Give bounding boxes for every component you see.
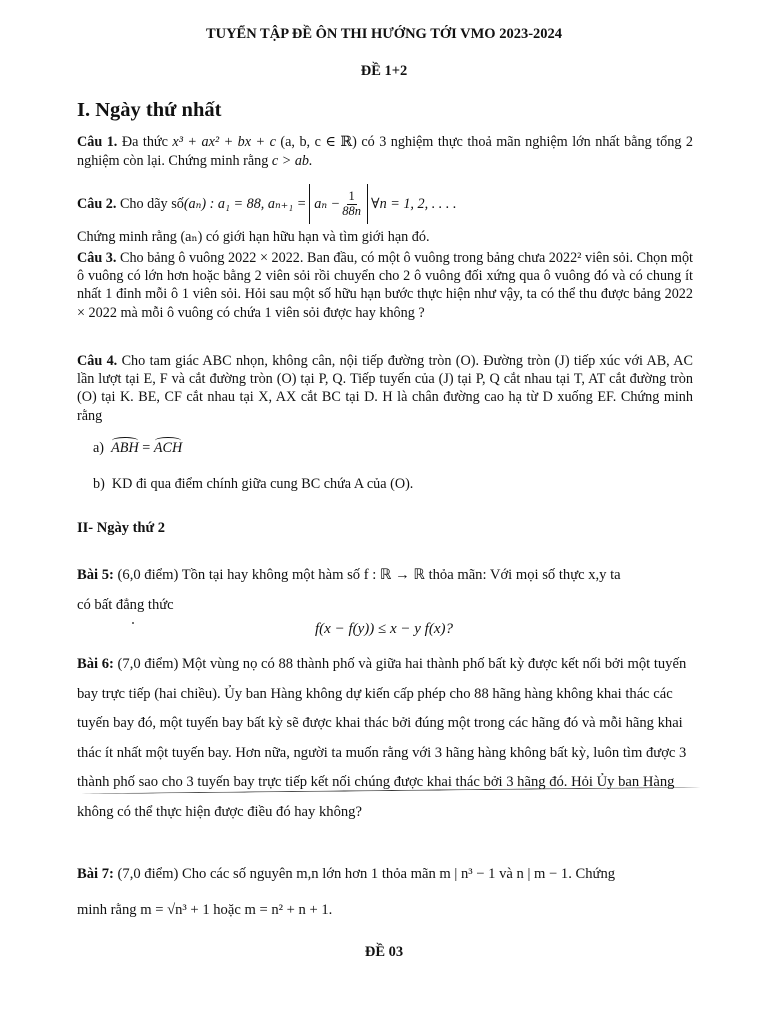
- cau4-item-a: [93, 440, 182, 457]
- next-exam-heading: ĐỀ 03: [364, 944, 404, 960]
- cau1-text1: Đa thức: [121, 134, 173, 150]
- problem-bai7: [77, 856, 693, 928]
- cau1-poly: x³ + ax² + bx + c: [172, 134, 276, 150]
- cau2-label: Câu 2.: [77, 195, 117, 212]
- bai5-label: Bài 5:: [77, 567, 114, 583]
- problem-cau2: [77, 184, 693, 224]
- cau2-frac-den: 88n: [342, 203, 362, 218]
- day1-heading: I. Ngày thứ nhất: [77, 99, 222, 121]
- cau2-sequence: (aₙ) : a₁ = 88, aₙ₊₁ =: [183, 195, 307, 212]
- cau2-line2: Chứng minh rằng (aₙ) có giới hạn hữu hạn và tìm giới hạn đó.: [77, 229, 430, 245]
- cau2-abs-left: aₙ −: [314, 195, 341, 212]
- bai7-line2: minh rằng m = √n³ + 1 hoặc m = n² + n + 1.: [77, 902, 333, 918]
- bai6-label: Bài 6:: [77, 656, 114, 672]
- bai5-line2: có bất đẳng thức: [77, 597, 174, 613]
- cau1-text2: (a, b, c ∈ ℝ) có 3 nghiệm thực thoả mãn nghiệm lớn nhất bằng tổng 2 nghiệm còn lại. Chứng minh rằng: [77, 134, 693, 169]
- cau2-fraction: [342, 190, 361, 219]
- bai5-line1: (6,0 điểm) Tồn tại hay không một hàm số f : ℝ → ℝ thỏa mãn: Với mọi số thực x,y ta: [113, 567, 621, 583]
- bai6-text: (7,0 điểm) Một vùng nọ có 88 thành phố và giữa hai thành phố bất kỳ được kết nối bởi một tuyến bay trực tiếp (hai chiều). Ủy ban Hàng không dự kiến cấp phép cho 88 hãng hàng không khai thác các tuyến bay đó, một tuyến bay bất kỳ sẽ được khai thác bởi đúng một trong các hãng đó và mỗi hãng khai thác ít nhất một tuyến bay. Hơn nữa, người ta muốn rằng với 3 hãng hàng không bất kỳ, luôn tìm được 3 thành phố sao cho 3 tuyến bay trực tiếp kết nối chúng được khai thác bởi 3 hãng đó. Hỏi Ủy ban Hàng không có thể thực hiện được điều đó hay không?: [77, 656, 687, 820]
- cau2-frac-num: 1: [348, 188, 355, 203]
- cau3-label: Câu 3.: [77, 250, 117, 266]
- item-b-label: b): [93, 476, 105, 492]
- cau4-text: Cho tam giác ABC nhọn, không cân, nội tiếp đường tròn (O). Đường tròn (J) tiếp xúc với AB, AC lần lượt tại E, F và cắt đường tròn (O) tại P, Q. Tiếp tuyến của (J) tại P, Q cắt nhau tại T, AT cắt đường tròn (O) tại K. BE, CF cắt nhau tại X, AX cắt BC tại D. H là chân đường cao hạ từ D xuống EF. Chứng minh rằng: [77, 353, 694, 424]
- cau2-text1: Cho dãy số: [119, 195, 184, 212]
- problem-cau1: [77, 133, 693, 170]
- problem-bai5-line1: [77, 560, 693, 590]
- item-a-label: a): [93, 440, 105, 456]
- cau1-label: Câu 1.: [77, 134, 118, 150]
- item-a-equals: =: [138, 440, 154, 456]
- bai7-line1: (7,0 điểm) Cho các số nguyên m,n lớn hơn 1 thỏa mãn m | n³ − 1 và n | m − 1. Chứng: [113, 866, 616, 882]
- problem-cau4: [77, 352, 693, 425]
- bai7-label: Bài 7:: [77, 866, 114, 882]
- problem-cau3: [77, 249, 693, 322]
- cau2-absolute-value: [309, 184, 368, 224]
- document-title: TUYỂN TẬP ĐỀ ÔN THI HƯỚNG TỚI VMO 2023-2024: [205, 26, 563, 42]
- angle-ach: ACH: [153, 440, 183, 456]
- day2-heading: II- Ngày thứ 2: [77, 520, 166, 536]
- cau4-item-b: [93, 476, 413, 493]
- problem-bai6: [77, 650, 693, 827]
- cau3-text: Cho bảng ô vuông 2022 × 2022. Ban đầu, có một ô vuông trong bảng chưa 2022² viên sỏi. Chọn một ô vuông có lớn hơn hoặc bằng 2 viên sỏi rồi chuyển cho 2 ô vuông đối xứng qua ô vuông đó và có chung ít nhất 1 đỉnh mỗi ô 1 viên sỏi. Hỏi sau một số hữu hạn bước thực hiện như vậy, ta có thể thu được bảng 2022 × 2022 mà mỗi ô vuông có chứa 1 viên sỏi được hay không ?: [77, 250, 693, 321]
- bai5-formula: f(x − f(y)) ≤ x − y f(x)?: [315, 621, 453, 637]
- cau1-conclusion: c > ab.: [271, 152, 313, 169]
- item-b-text: KD đi qua điểm chính giữa cung BC chứa A của (O).: [111, 476, 414, 492]
- cau2-tail: ∀n = 1, 2, . . . .: [371, 195, 457, 212]
- exam-number: ĐỀ 1+2: [360, 63, 408, 79]
- cau4-label: Câu 4.: [77, 353, 118, 369]
- angle-abh: ABH: [111, 440, 139, 456]
